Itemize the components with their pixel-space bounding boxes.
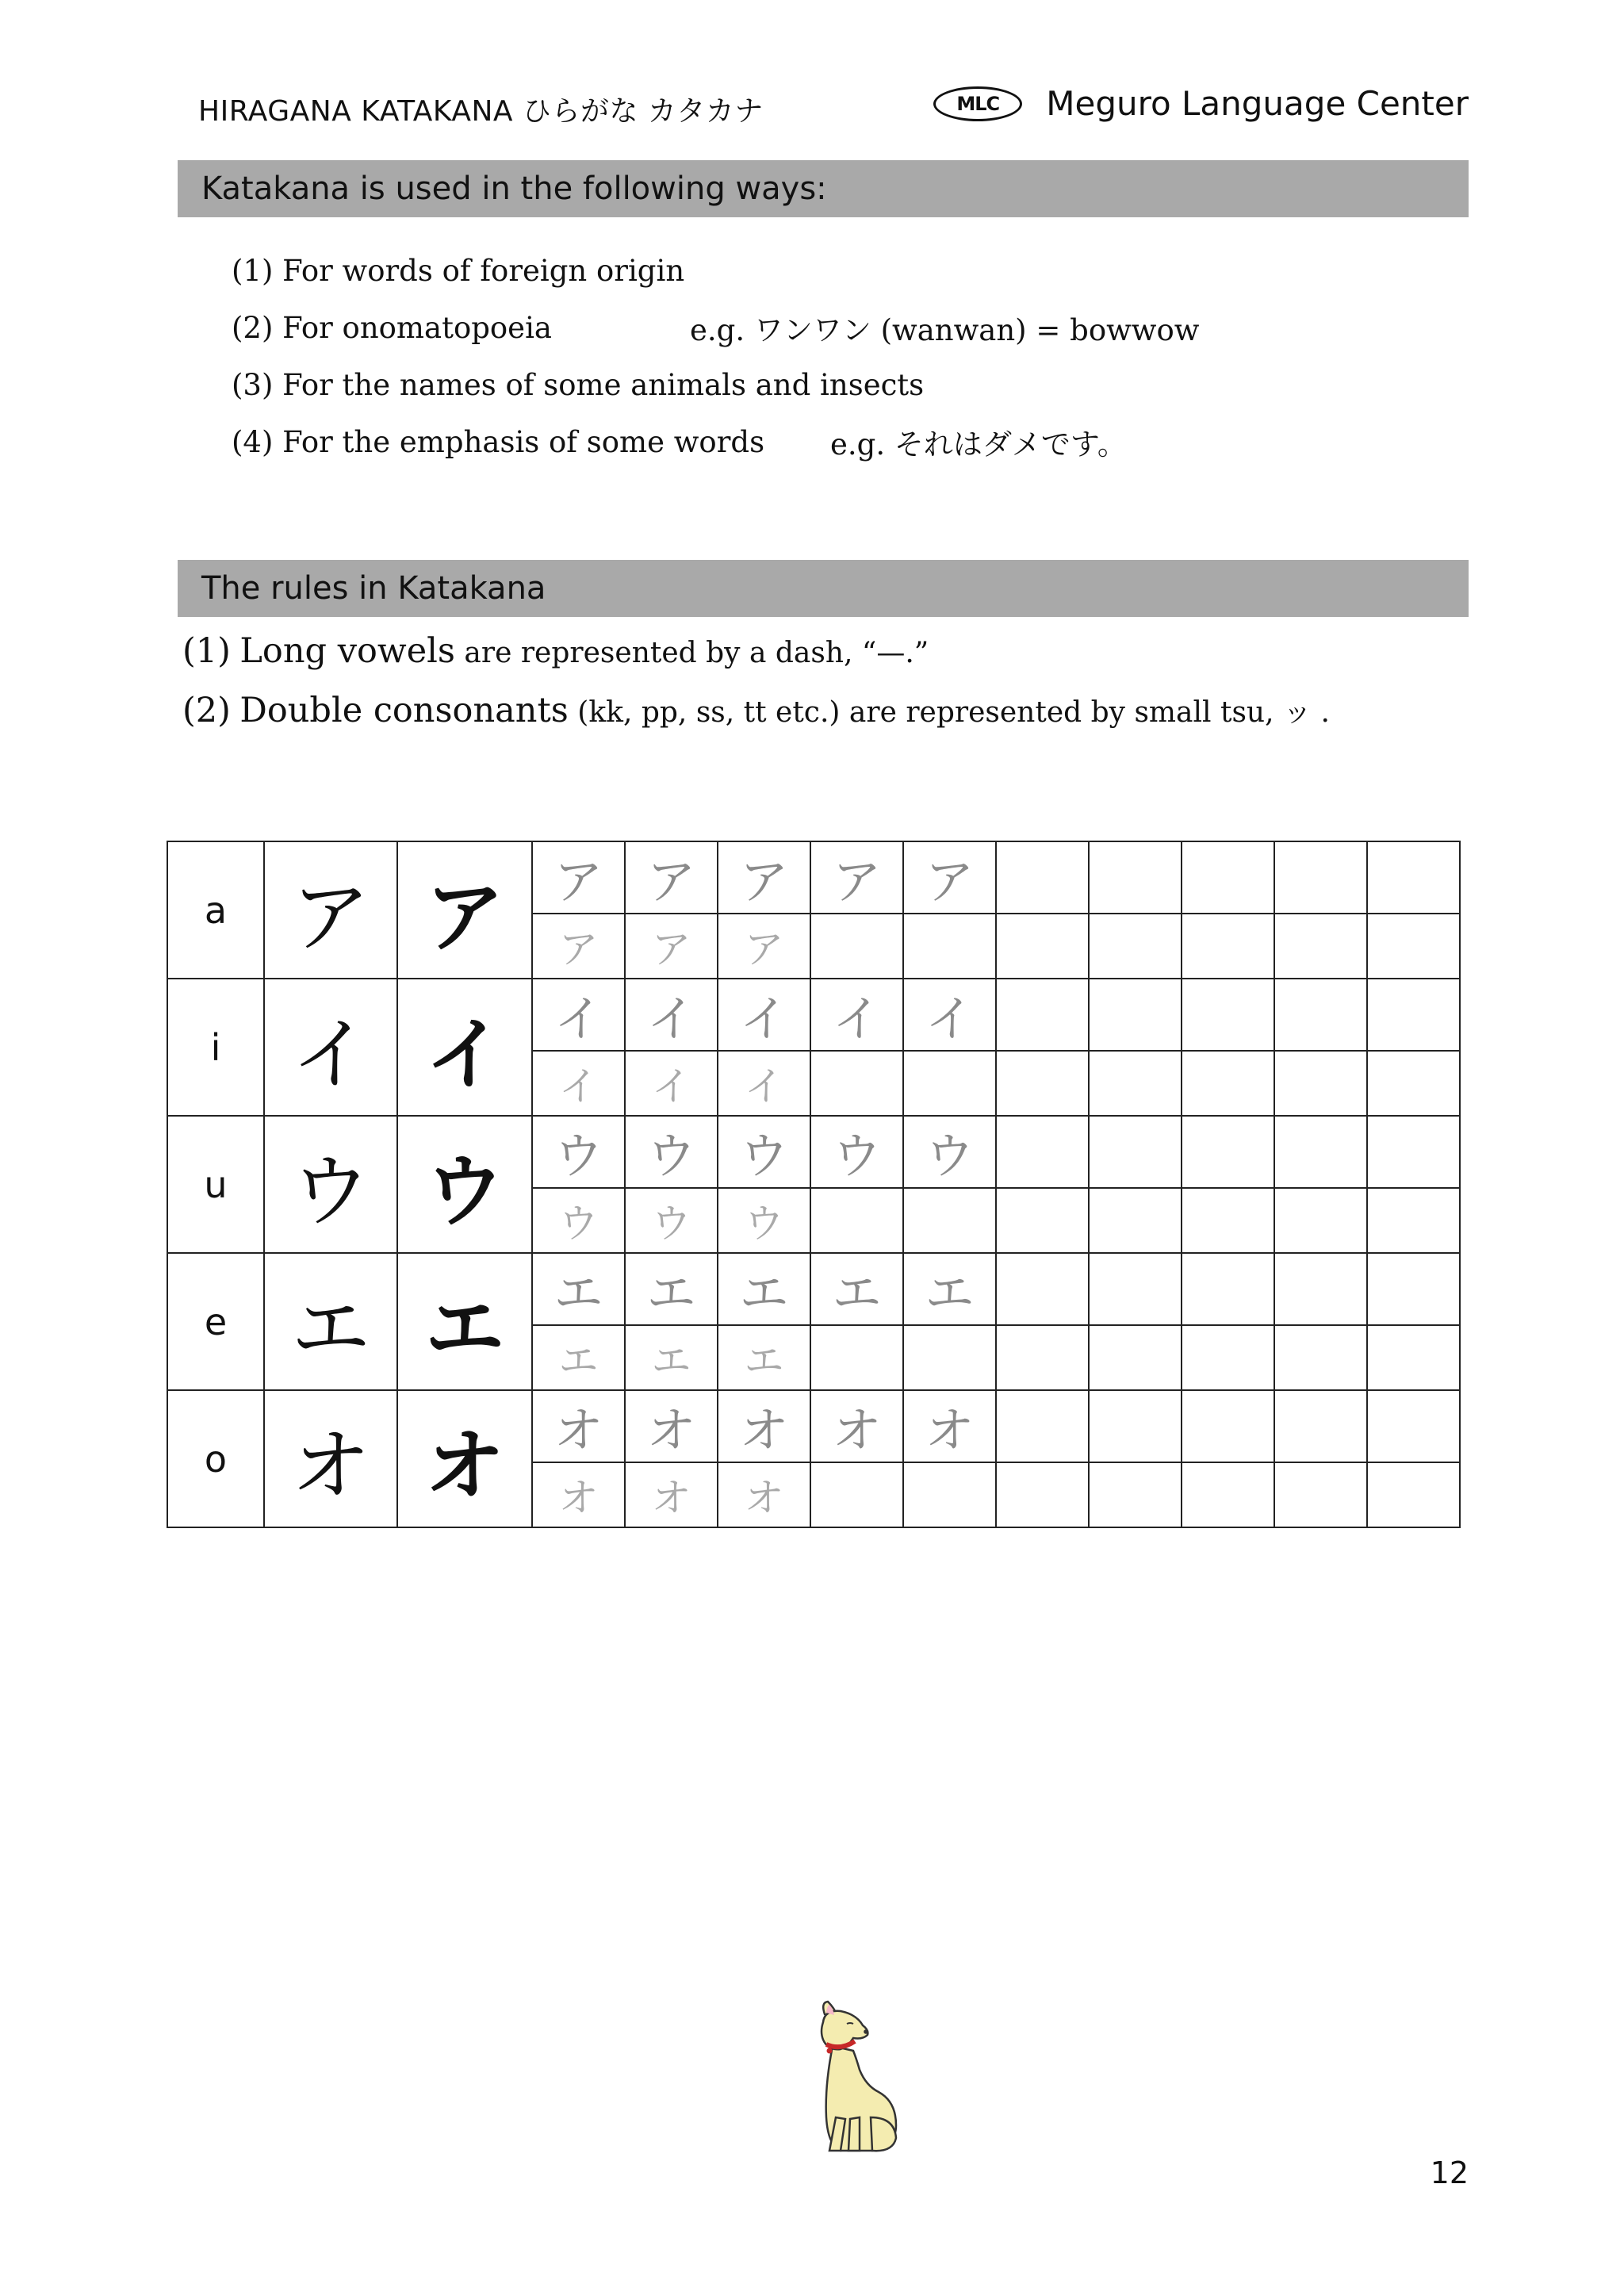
blank-cell (996, 1116, 1089, 1188)
kana-bold-cell: イ (397, 979, 532, 1116)
trace-faint-cell: ウ (625, 1188, 718, 1253)
usage-item (232, 356, 924, 413)
blank-cell (1274, 914, 1367, 979)
trace-faint-cell: オ (532, 1462, 625, 1527)
rule-term: Double consonants (239, 691, 569, 730)
blank-cell (903, 1188, 996, 1253)
blank-cell (1089, 914, 1182, 979)
practice-row (167, 1390, 1460, 1462)
blank-cell (1182, 1325, 1274, 1390)
trace-cell: ウ (625, 1116, 718, 1188)
trace-cell: エ (810, 1253, 903, 1325)
usage-heading: Katakana is used in the following ways: (178, 160, 1469, 217)
kana-model-cell: オ (264, 1390, 397, 1527)
trace-cell: オ (532, 1390, 625, 1462)
blank-cell (1367, 914, 1460, 979)
romaji-cell: e (167, 1253, 264, 1390)
usage-item (232, 242, 924, 299)
blank-cell (1274, 1188, 1367, 1253)
trace-cell: ウ (532, 1116, 625, 1188)
kana-bold-cell: オ (397, 1390, 532, 1527)
practice-row (167, 1253, 1460, 1325)
center-name: Meguro Language Center (1046, 84, 1469, 123)
trace-faint-cell: エ (718, 1325, 810, 1390)
blank-cell (1089, 1116, 1182, 1188)
blank-cell (996, 1462, 1089, 1527)
trace-cell: イ (718, 979, 810, 1051)
kana-bold-cell: ア (397, 841, 532, 979)
trace-cell: オ (903, 1390, 996, 1462)
blank-cell (996, 1253, 1089, 1325)
practice-row (167, 841, 1460, 914)
usage-item-text: (3) For the names of some animals and insects (232, 367, 925, 402)
blank-cell (1089, 1253, 1182, 1325)
blank-cell (1182, 1051, 1274, 1116)
blank-cell (1182, 914, 1274, 979)
blank-cell (1274, 979, 1367, 1051)
blank-cell (1274, 1116, 1367, 1188)
trace-cell: ア (532, 841, 625, 914)
rule-double-consonants (182, 690, 1330, 749)
blank-cell (1274, 841, 1367, 914)
blank-cell (1182, 841, 1274, 914)
blank-cell (1089, 841, 1182, 914)
blank-cell (810, 914, 903, 979)
trace-faint-cell: ウ (718, 1188, 810, 1253)
rule-term: Long vowels (239, 631, 455, 671)
romaji-cell: u (167, 1116, 264, 1253)
blank-cell (1367, 1462, 1460, 1527)
blank-cell (1089, 1325, 1182, 1390)
blank-cell (1367, 1253, 1460, 1325)
usage-list (232, 242, 1200, 470)
blank-cell (903, 914, 996, 979)
blank-cell (1089, 1390, 1182, 1462)
practice-row (167, 979, 1460, 1051)
blank-cell (1089, 1462, 1182, 1527)
practice-grid (167, 841, 1461, 1528)
trace-cell: オ (718, 1390, 810, 1462)
trace-faint-cell: ウ (532, 1188, 625, 1253)
rule-rest: are represented by a dash, “—.” (464, 637, 929, 669)
trace-cell: ウ (810, 1116, 903, 1188)
trace-faint-cell: エ (625, 1325, 718, 1390)
blank-cell (1274, 1462, 1367, 1527)
blank-cell (1367, 1051, 1460, 1116)
trace-faint-cell: ア (532, 914, 625, 979)
blank-cell (1367, 1390, 1460, 1462)
kana-model-cell: ア (264, 841, 397, 979)
romaji-cell: o (167, 1390, 264, 1527)
trace-cell: ア (625, 841, 718, 914)
usage-item-example: e.g. ワンワン (wanwan) = bowwow (690, 313, 1200, 347)
blank-cell (996, 1325, 1089, 1390)
trace-cell: イ (810, 979, 903, 1051)
blank-cell (1274, 1051, 1367, 1116)
usage-item-example: e.g. それはダメです。 (830, 427, 1127, 462)
blank-cell (903, 1462, 996, 1527)
trace-cell: イ (532, 979, 625, 1051)
trace-cell: エ (625, 1253, 718, 1325)
usage-item (232, 299, 1200, 356)
blank-cell (1182, 1253, 1274, 1325)
trace-cell: エ (903, 1253, 996, 1325)
romaji-cell: a (167, 841, 264, 979)
trace-faint-cell: オ (625, 1462, 718, 1527)
rule-rest: (kk, pp, ss, tt etc.) are represented by small tsu, ッ . (577, 696, 1330, 729)
kana-model-cell: イ (264, 979, 397, 1116)
blank-cell (996, 1390, 1089, 1462)
blank-cell (1274, 1390, 1367, 1462)
trace-cell: ア (903, 841, 996, 914)
rule-long-vowels (182, 631, 1330, 690)
blank-cell (1367, 1116, 1460, 1188)
rules-list (182, 631, 1330, 749)
trace-faint-cell: イ (718, 1051, 810, 1116)
page-number: 12 (1430, 2155, 1469, 2190)
blank-cell (1367, 979, 1460, 1051)
kana-bold-cell: ウ (397, 1116, 532, 1253)
trace-faint-cell: イ (625, 1051, 718, 1116)
blank-cell (903, 1325, 996, 1390)
trace-cell: オ (810, 1390, 903, 1462)
trace-cell: イ (625, 979, 718, 1051)
blank-cell (996, 841, 1089, 914)
blank-cell (1089, 1188, 1182, 1253)
header-title: HIRAGANA KATAKANA ひらがな カタカナ (198, 95, 764, 128)
trace-cell: ア (810, 841, 903, 914)
trace-faint-cell: ア (718, 914, 810, 979)
trace-cell: ア (718, 841, 810, 914)
blank-cell (903, 1051, 996, 1116)
usage-item (232, 413, 1127, 470)
blank-cell (810, 1051, 903, 1116)
header-brand (933, 84, 1469, 123)
blank-cell (1089, 979, 1182, 1051)
trace-faint-cell: イ (532, 1051, 625, 1116)
kana-bold-cell: エ (397, 1253, 532, 1390)
trace-faint-cell: エ (532, 1325, 625, 1390)
rule-num: (2) (182, 691, 231, 730)
trace-cell: オ (625, 1390, 718, 1462)
trace-faint-cell: オ (718, 1462, 810, 1527)
blank-cell (1274, 1325, 1367, 1390)
blank-cell (996, 979, 1089, 1051)
blank-cell (1367, 1188, 1460, 1253)
blank-cell (996, 1188, 1089, 1253)
blank-cell (1367, 1325, 1460, 1390)
trace-cell: エ (532, 1253, 625, 1325)
blank-cell (810, 1325, 903, 1390)
blank-cell (1182, 1188, 1274, 1253)
trace-faint-cell: ア (625, 914, 718, 979)
blank-cell (1182, 979, 1274, 1051)
rules-heading: The rules in Katakana (178, 560, 1469, 617)
blank-cell (1089, 1051, 1182, 1116)
usage-item-text: (4) For the emphasis of some words (232, 424, 765, 459)
blank-cell (1182, 1390, 1274, 1462)
mlc-logo: MLC (933, 86, 1022, 121)
practice-row (167, 1116, 1460, 1188)
trace-cell: エ (718, 1253, 810, 1325)
blank-cell (810, 1462, 903, 1527)
trace-cell: ウ (903, 1116, 996, 1188)
blank-cell (810, 1188, 903, 1253)
trace-cell: イ (903, 979, 996, 1051)
blank-cell (1182, 1462, 1274, 1527)
blank-cell (1274, 1253, 1367, 1325)
usage-item-text: (1) For words of foreign origin (232, 253, 685, 288)
rule-num: (1) (182, 631, 231, 671)
dog-illustration (777, 1998, 912, 2157)
blank-cell (996, 1051, 1089, 1116)
kana-model-cell: ウ (264, 1116, 397, 1253)
blank-cell (1367, 841, 1460, 914)
usage-item-text: (2) For onomatopoeia (232, 310, 552, 345)
blank-cell (996, 914, 1089, 979)
blank-cell (1182, 1116, 1274, 1188)
romaji-cell: i (167, 979, 264, 1116)
kana-model-cell: エ (264, 1253, 397, 1390)
trace-cell: ウ (718, 1116, 810, 1188)
